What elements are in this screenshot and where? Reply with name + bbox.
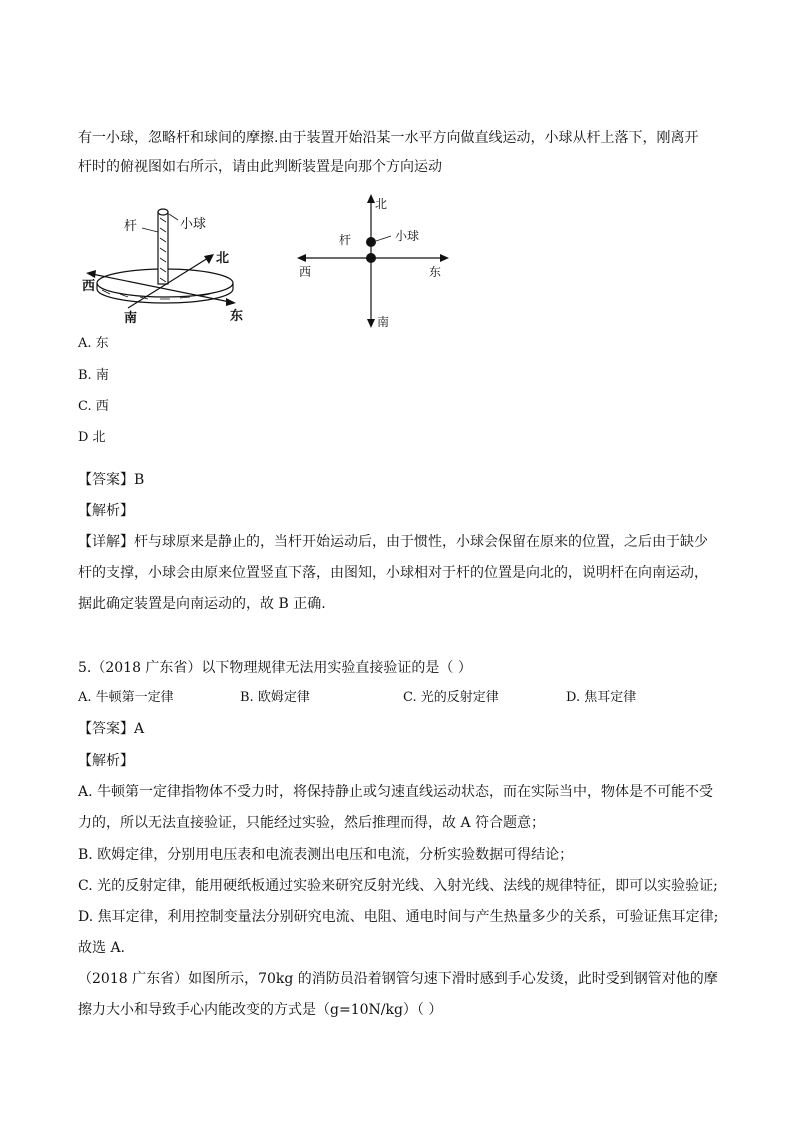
q5-option-c: C. 光的反射定律	[403, 690, 499, 705]
q4-option-d: D 北	[78, 430, 106, 445]
fig-right-south-label: 南	[377, 315, 390, 329]
fig-left-south-label: 南	[124, 311, 138, 326]
q4-analysis-label: 【解析】	[78, 503, 134, 519]
rod-dot	[366, 253, 376, 263]
q4-answer: 【答案】B	[78, 472, 145, 488]
figure-top-view	[295, 190, 455, 332]
q4-detail-line2: 杆的支撑，小球会由原来位置竖直下落，由图知，小球相对于杆的位置是向北的，说明杆在向南运动，	[78, 565, 708, 581]
fig-right-north-label: 北	[375, 197, 388, 211]
q4-detail-line3: 据此确定装置是向南运动的，故 B 正确.	[78, 596, 326, 612]
q4-option-b: B. 南	[78, 368, 109, 383]
q5-analysis-label: 【解析】	[78, 753, 134, 769]
fig-left-ball-label: 小球	[180, 217, 207, 232]
fig-right-ball-label: 小球	[395, 229, 420, 243]
q5-option-a: A. 牛顿第一定律	[78, 690, 174, 705]
fig-right-east-label: 东	[429, 265, 442, 279]
q5-stem: 5.（2018 广东省）以下物理规律无法用实验直接验证的是（ ）	[78, 660, 472, 676]
fig-left-north-label: 北	[216, 251, 230, 266]
q5-option-d: D. 焦耳定律	[566, 690, 637, 705]
q4-stem-line2: 杆时的俯视图如右所示，请由此判断装置是向那个方向运动	[78, 159, 442, 175]
figure-rod-disc	[80, 198, 260, 328]
q4-option-c: C. 西	[78, 399, 109, 414]
q5-analysis-b: B. 欧姆定律，分别用电压表和电流表测出电压和电流，分析实验数据可得结论；	[78, 847, 574, 863]
fig-left-west-label: 西	[82, 279, 96, 294]
q4-detail-line1: 【详解】杆与球原来是静止的，当杆开始运动后，由于惯性，小球会保留在原来的位置，之后由于缺少	[78, 534, 708, 550]
fig-left-east-label: 东	[230, 309, 244, 324]
q6-stem-line2: 擦力大小和导致手心内能改变的方式是（g=10N/kg）（ ）	[78, 1002, 443, 1018]
q5-analysis-c: C. 光的反射定律，能用硬纸板通过实验来研究反射光线、入射光线、法线的规律特征，即可以实验验证;	[78, 878, 718, 894]
fig-right-rod-label: 杆	[339, 233, 352, 247]
q4-stem-line1: 有一小球，忽略杆和球间的摩擦.由于装置开始沿某一水平方向做直线运动，小球从杆上落下，刚离开	[78, 130, 699, 146]
q5-analysis-a-line1: A. 牛顿第一定律指物体不受力时，将保持静止或匀速直线运动状态，而在实际当中，物体是不可能不受	[78, 784, 714, 800]
q6-stem-line1: （2018 广东省）如图所示，70kg 的消防员沿着钢管匀速下滑时感到手心发烫，此时受到钢管对他的摩	[78, 971, 718, 987]
ball-dot	[366, 237, 376, 247]
q5-conclusion: 故选 A.	[78, 940, 126, 956]
q5-option-b: B. 欧姆定律	[240, 690, 310, 705]
q5-analysis-a-line2: 力的，所以无法直接验证，只能经过实验，然后推理而得，故 A 符合题意；	[78, 815, 546, 831]
q5-analysis-d: D. 焦耳定律，利用控制变量法分别研究电流、电阻、通电时间与产生热量多少的关系，可验证焦耳定律;	[78, 909, 719, 925]
q5-answer: 【答案】A	[78, 721, 145, 737]
fig-left-rod-label: 杆	[124, 219, 138, 234]
fig-right-west-label: 西	[299, 265, 312, 279]
q4-option-a: A. 东	[78, 336, 109, 351]
